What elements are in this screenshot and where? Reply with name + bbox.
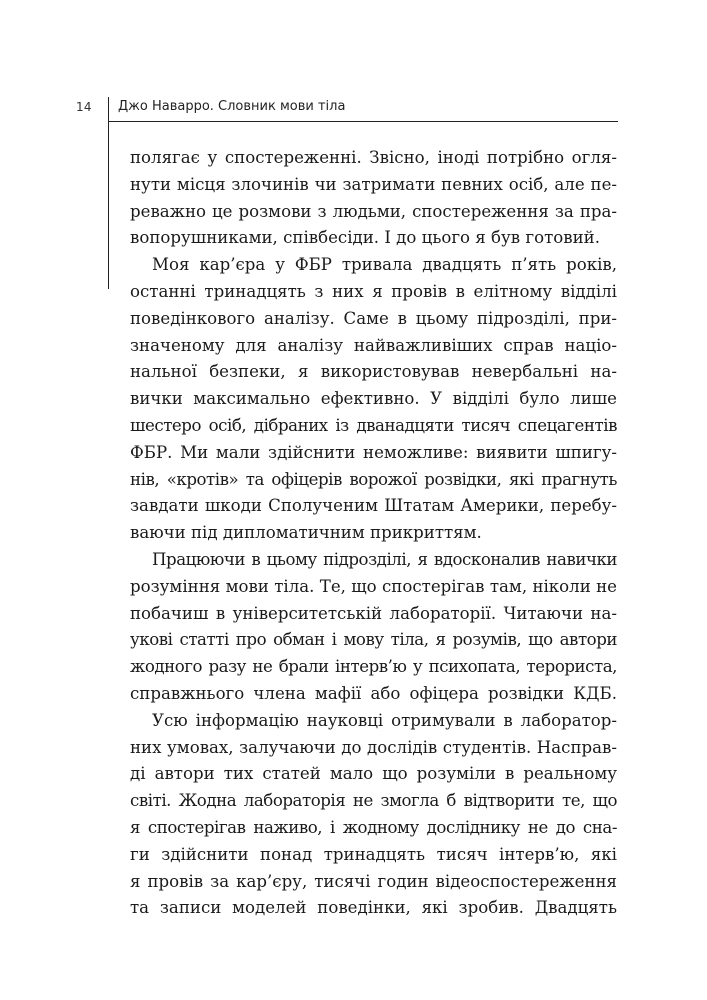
text-line: реважно це розмови з людьми, спостереження за пра- xyxy=(130,201,617,221)
margin-rule xyxy=(108,97,109,289)
text-line: останні тринадцять з них я провів в елітному відділі xyxy=(130,281,617,301)
text-line: них умовах, залучаючи до дослідів студентів. Насправ- xyxy=(130,737,617,757)
text-line: Працюючи в цьому підрозділі, я вдосконалив навички xyxy=(152,549,617,569)
text-line: ваючи під дипломатичним прикриттям. xyxy=(130,523,482,543)
text-line: ді автори тих статей мало що розуміли в реальному xyxy=(130,764,617,784)
text-line: вички максимально ефективно. У відділі було лише xyxy=(130,389,617,409)
text-line: світі. Жодна лабораторія не змогла б відтворити те, що xyxy=(130,791,617,811)
running-title: Джо Наварро. Словник мови тіла xyxy=(118,99,346,114)
text-line: шестеро осіб, дібраних із дванадцяти тисяч спецагентів xyxy=(130,415,617,435)
text-line: нів, «кротів» та офіцерів ворожої розвідки, які прагнуть xyxy=(130,469,617,489)
text-line: нальної безпеки, я використовував невербальні на- xyxy=(130,362,617,382)
text-line: полягає у спостереженні. Звісно, іноді потрібно огля- xyxy=(130,148,617,167)
text-line: значеному для аналізу найважливіших справ націо- xyxy=(130,335,617,355)
text-line: ФБР. Ми мали здійснити неможливе: виявити шпигу- xyxy=(130,442,617,462)
text-line: та записи моделей поведінки, які зробив. Двадцять xyxy=(130,898,617,918)
header-rule xyxy=(108,121,618,122)
text-line: побачиш в університетській лабораторії. Читаючи на- xyxy=(130,603,617,623)
text-line: розуміння мови тіла. Те, що спостерігав там, ніколи не xyxy=(130,576,617,596)
text-line: укові статті про обман і мову тіла, я розумів, що автори xyxy=(130,630,617,650)
text-line: я спостерігав наживо, і жодному досліднику не до сна- xyxy=(130,817,617,837)
body-text xyxy=(130,145,617,922)
text-line: вопорушниками, співбесіди. І до цього я був готовий. xyxy=(130,228,601,248)
text-line: ги здійснити понад тринадцять тисяч інтерв’ю, які xyxy=(130,844,617,864)
text-line: Моя кар’єра у ФБР тривала двадцять п’ять років, xyxy=(152,255,617,275)
text-line: нути місця злочинів чи затримати певних осіб, але пе- xyxy=(130,174,617,194)
text-line: поведінкового аналізу. Саме в цьому підрозділі, при- xyxy=(130,308,617,328)
text-line: Усю інформацію науковці отримували в лаборатор- xyxy=(152,710,617,730)
text-line: завдати шкоди Сполученим Штатам Америки, перебу- xyxy=(130,496,617,516)
text-line: я провів за кар’єру, тисячі годин відеоспостереження xyxy=(130,871,617,891)
page-number: 14 xyxy=(76,100,92,114)
text-line: жодного разу не брали інтерв’ю у психопата, терориста, xyxy=(130,657,617,677)
text-line: справжнього члена мафії або офіцера розвідки КДБ. xyxy=(130,683,617,703)
